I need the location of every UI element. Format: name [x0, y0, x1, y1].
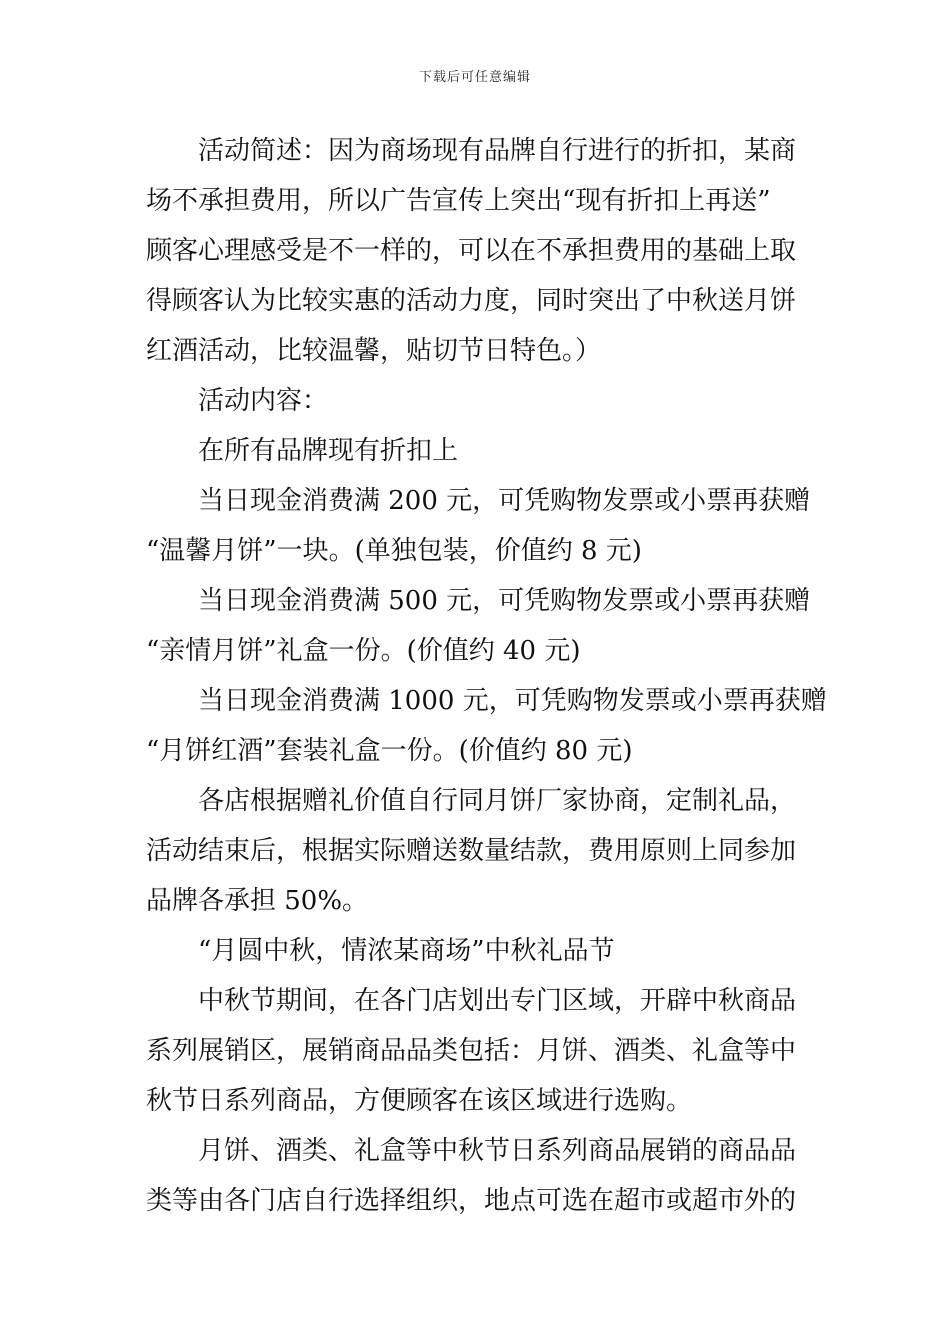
text-line: 得顾客认为比较实惠的活动力度，同时突出了中秋送月饼	[146, 286, 797, 316]
text-line: 在所有品牌现有折扣上	[198, 436, 459, 466]
text-line: 类等由各门店自行选择组织，地点可选在超市或超市外的	[146, 1186, 797, 1216]
text-line: 当日现金消费满 500 元，可凭购物发票或小票再获赠	[198, 586, 811, 616]
text-line: 秋节日系列商品，方便顾客在该区域进行选购。	[146, 1086, 693, 1116]
text-line: 当日现金消费满 1000 元，可凭购物发票或小票再获赠	[198, 686, 827, 716]
text-line: 场不承担费用，所以广告宣传上突出“现有折扣上再送”	[146, 186, 771, 216]
text-line: 活动结束后，根据实际赠送数量结款，费用原则上同参加	[146, 836, 797, 866]
paragraph-brand-discount	[146, 426, 806, 476]
text-line: 当日现金消费满 200 元，可凭购物发票或小票再获赠	[198, 486, 811, 516]
text-line: “温馨月饼”一块。(单独包装，价值约 8 元)	[146, 536, 642, 566]
text-line: 月饼、酒类、礼盒等中秋节日系列商品展销的商品品	[198, 1136, 797, 1166]
text-line: “月饼红酒”套装礼盒一份。(价值约 80 元)	[146, 736, 633, 766]
text-line: “月圆中秋，情浓某商场”中秋礼品节	[198, 936, 615, 966]
text-line: 系列展销区，展销商品品类包括：月饼、酒类、礼盒等中	[146, 1036, 797, 1066]
paragraph-tier-1000	[146, 676, 827, 776]
paragraph-tier-200	[146, 476, 811, 576]
text-line: 活动内容：	[198, 386, 329, 416]
paragraph-tier-500	[146, 576, 811, 676]
page-header: 下载后可任意编辑	[418, 70, 531, 85]
paragraph-exhibition-area	[146, 976, 806, 1126]
text-line: 活动简述：因为商场现有品牌自行进行的折扣，某商	[198, 136, 797, 166]
text-line: 各店根据赠礼价值自行同月饼厂家协商，定制礼品，	[198, 786, 797, 816]
text-line: 品牌各承担 50%。	[146, 886, 369, 916]
paragraph-exhibition-organization	[146, 1126, 806, 1226]
text-line: 红酒活动，比较温馨，贴切节日特色。）	[146, 336, 602, 366]
text-line: “亲情月饼”礼盒一份。(价值约 40 元)	[146, 636, 581, 666]
paragraph-activity-content-heading	[146, 376, 806, 426]
paragraph-cost-sharing	[146, 776, 806, 926]
text-line: 中秋节期间，在各门店划出专门区域，开辟中秋商品	[198, 986, 797, 1016]
paragraph-activity-summary	[146, 126, 806, 376]
text-line: 顾客心理感受是不一样的，可以在不承担费用的基础上取	[146, 236, 797, 266]
paragraph-festival-title	[146, 926, 806, 976]
document-body	[146, 126, 827, 1226]
